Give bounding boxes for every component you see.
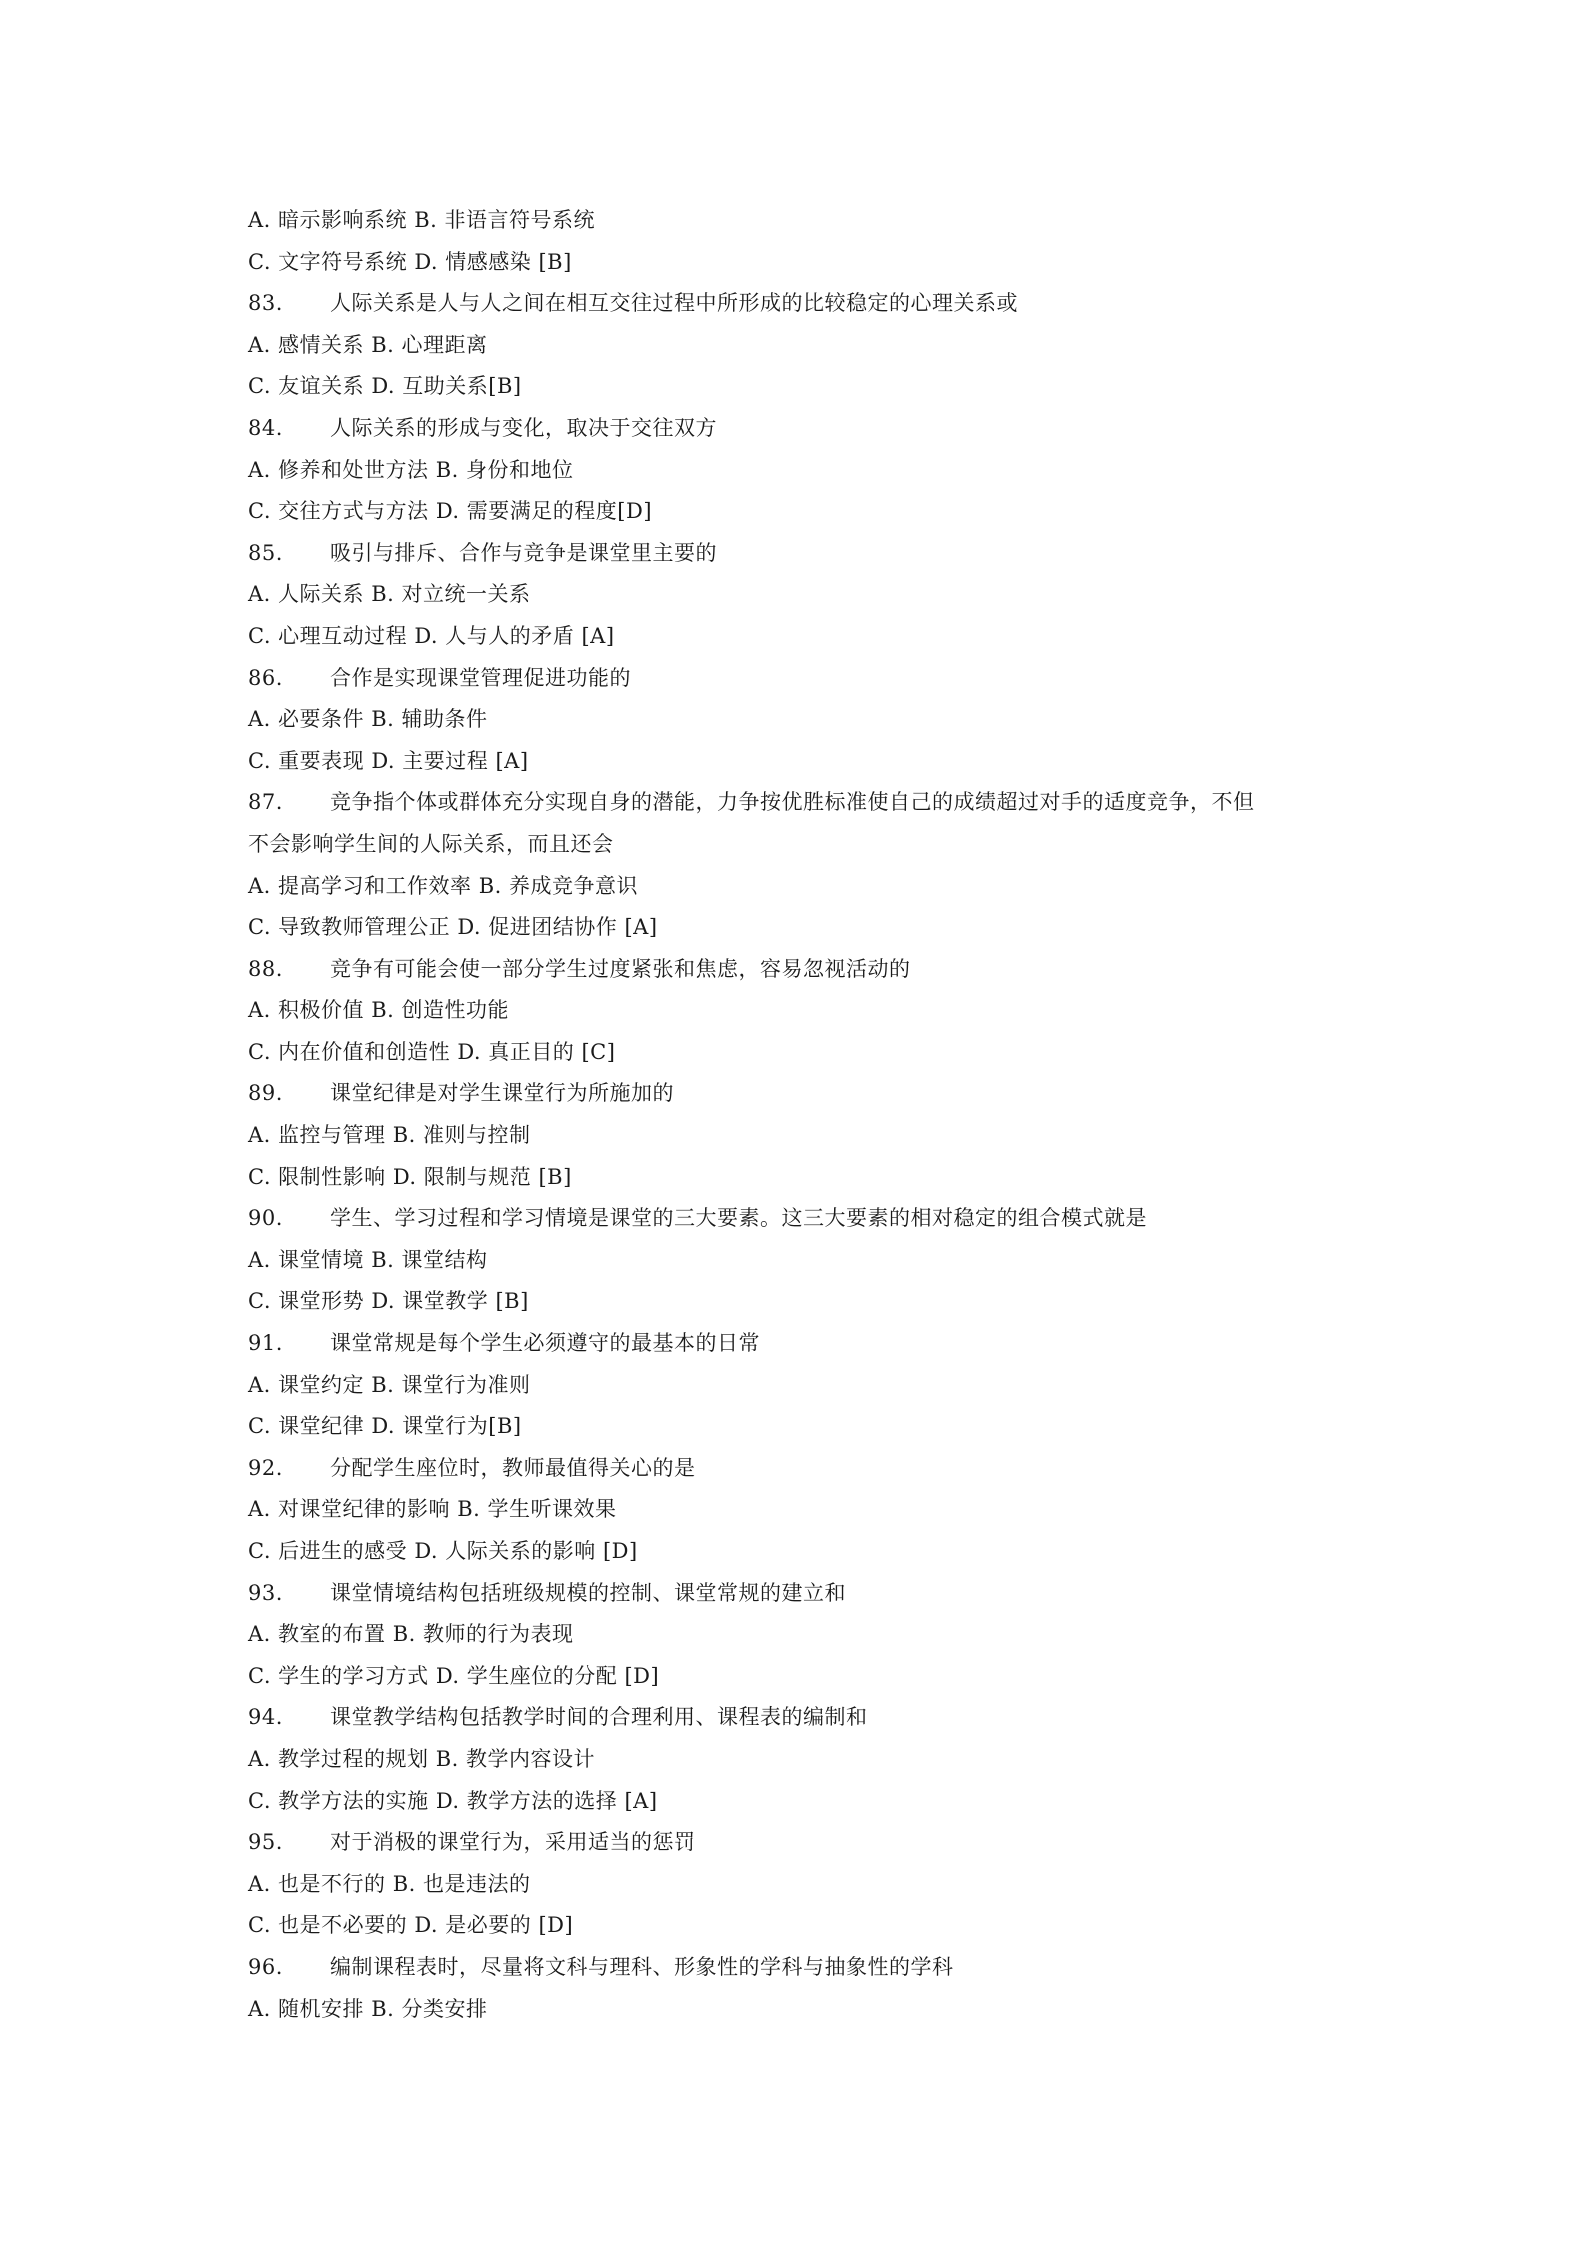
question-line xyxy=(248,533,1368,575)
answer-options: A. 监控与管理 B. 准则与控制 xyxy=(248,1123,531,1148)
answer-options: C. 交往方式与方法 D. 需要满足的程度[D] xyxy=(248,499,653,524)
answer-options: C. 课堂纪律 D. 课堂行为[B] xyxy=(248,1414,522,1439)
question-number: 93. xyxy=(248,1580,283,1605)
answer-options: A. 教室的布置 B. 教师的行为表现 xyxy=(248,1622,574,1647)
question-line xyxy=(248,949,1368,991)
answer-options: A. 积极价值 B. 创造性功能 xyxy=(248,998,509,1023)
question-number: 88. xyxy=(248,956,283,981)
question-number: 85. xyxy=(248,540,283,565)
answer-options: C. 导致教师管理公正 D. 促进团结协作 [A] xyxy=(248,915,658,940)
question-text: 竞争有可能会使一部分学生过度紧张和焦虑，容易忽视活动的 xyxy=(330,956,911,981)
answer-options: C. 重要表现 D. 主要过程 [A] xyxy=(248,748,529,773)
answer-options: C. 限制性影响 D. 限制与规范 [B] xyxy=(248,1164,572,1189)
question-text: 对于消极的课堂行为，采用适当的惩罚 xyxy=(330,1830,696,1855)
question-line xyxy=(248,1822,1368,1864)
question-number: 91. xyxy=(248,1331,283,1356)
question-text: 课堂情境结构包括班级规模的控制、课堂常规的建立和 xyxy=(330,1580,846,1605)
question-number: 90. xyxy=(248,1206,283,1231)
question-list xyxy=(248,200,1368,2030)
question-line xyxy=(248,782,1368,824)
question-line xyxy=(248,1947,1368,1989)
question-text: 竞争指个体或群体充分实现自身的潜能，力争按优胜标准使自己的成绩超过对手的适度竞争，不但 xyxy=(330,790,1255,815)
question-line xyxy=(248,1198,1368,1240)
answer-options: A. 感情关系 B. 心理距离 xyxy=(248,332,488,357)
question-line xyxy=(248,1073,1368,1115)
question-text: 分配学生座位时，教师最值得关心的是 xyxy=(330,1455,696,1480)
answer-options: C. 后进生的感受 D. 人际关系的影响 [D] xyxy=(248,1539,638,1563)
answer-options: A. 随机安排 B. 分类安排 xyxy=(248,1996,488,2021)
question-number: 84. xyxy=(248,415,283,440)
answer-options: A. 必要条件 B. 辅助条件 xyxy=(248,707,488,732)
question-line xyxy=(248,1573,1368,1615)
answer-options: A. 提高学习和工作效率 B. 养成竞争意识 xyxy=(248,873,638,898)
answer-options: A. 人际关系 B. 对立统一关系 xyxy=(248,582,531,607)
question-text: 学生、学习过程和学习情境是课堂的三大要素。这三大要素的相对稳定的组合模式就是 xyxy=(330,1206,1147,1231)
question-line xyxy=(248,1448,1368,1490)
question-text: 吸引与排斥、合作与竞争是课堂里主要的 xyxy=(330,540,717,565)
question-text: 编制课程表时，尽量将文科与理科、形象性的学科与抽象性的学科 xyxy=(330,1954,954,1979)
question-text: 人际关系是人与人之间在相互交往过程中所形成的比较稳定的心理关系或 xyxy=(330,291,1018,316)
question-text: 课堂常规是每个学生必须遵守的最基本的日常 xyxy=(330,1331,760,1356)
question-number: 95. xyxy=(248,1830,283,1855)
answer-options: A. 对课堂纪律的影响 B. 学生听课效果 xyxy=(248,1497,617,1522)
question-number: 83. xyxy=(248,291,283,316)
answer-options: C. 文字符号系统 D. 情感感染 [B] xyxy=(248,249,572,274)
answer-options: A. 修养和处世方法 B. 身份和地位 xyxy=(248,457,574,482)
question-text: 课堂纪律是对学生课堂行为所施加的 xyxy=(330,1081,674,1106)
answer-options: C. 友谊关系 D. 互助关系[B] xyxy=(248,374,522,399)
question-number: 87. xyxy=(248,790,283,815)
answer-options: C. 内在价值和创造性 D. 真正目的 [C] xyxy=(248,1039,616,1064)
question-text: 人际关系的形成与变化，取决于交往双方 xyxy=(330,415,717,440)
answer-options: A. 课堂情境 B. 课堂结构 xyxy=(248,1247,488,1272)
question-line xyxy=(248,658,1368,700)
answer-options: A. 也是不行的 B. 也是违法的 xyxy=(248,1871,531,1896)
question-number: 89. xyxy=(248,1081,283,1106)
question-line xyxy=(248,1323,1368,1365)
question-line xyxy=(248,408,1368,450)
question-number: 92. xyxy=(248,1455,283,1480)
answer-options: A. 教学过程的规划 B. 教学内容设计 xyxy=(248,1746,595,1771)
answer-options: C. 学生的学习方式 D. 学生座位的分配 [D] xyxy=(248,1663,660,1688)
question-line xyxy=(248,283,1368,325)
question-number: 94. xyxy=(248,1705,283,1730)
answer-options: C. 教学方法的实施 D. 教学方法的选择 [A] xyxy=(248,1788,658,1813)
answer-options: C. 也是不必要的 D. 是必要的 [D] xyxy=(248,1913,574,1938)
question-text: 课堂教学结构包括教学时间的合理利用、课程表的编制和 xyxy=(330,1705,868,1730)
answer-options: C. 课堂形势 D. 课堂教学 [B] xyxy=(248,1289,529,1314)
question-line xyxy=(248,1697,1368,1739)
question-text: 合作是实现课堂管理促进功能的 xyxy=(330,665,631,690)
answer-options: A. 课堂约定 B. 课堂行为准则 xyxy=(248,1372,531,1397)
answer-options: C. 心理互动过程 D. 人与人的矛盾 [A] xyxy=(248,623,615,648)
question-number: 96. xyxy=(248,1954,283,1979)
question-continuation: 不会影响学生间的人际关系，而且还会 xyxy=(248,831,614,856)
question-number: 86. xyxy=(248,665,283,690)
answer-options: A. 暗示影响系统 B. 非语言符号系统 xyxy=(248,208,595,232)
